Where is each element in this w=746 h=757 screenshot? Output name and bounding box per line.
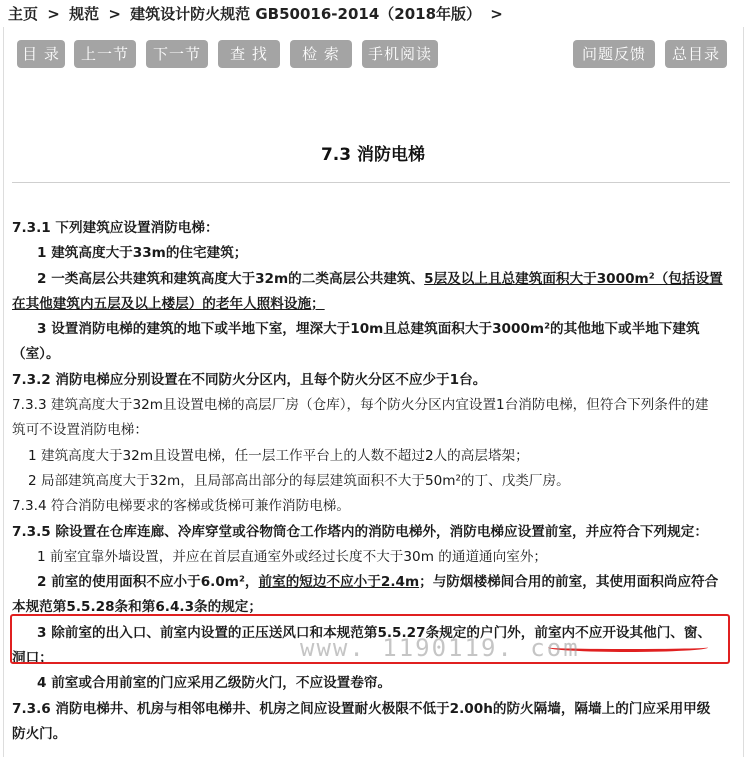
- clause-7-3-4: 7.3.4 符合消防电梯要求的客梯或货梯可兼作消防电梯。: [12, 498, 350, 515]
- clause-item: 1 建筑高度大于33m的住宅建筑；: [37, 245, 248, 262]
- clause-item-continued: （室）。: [12, 346, 60, 363]
- breadcrumb-home-link[interactable]: 主页: [8, 5, 39, 23]
- clause-text-underlined: 5层及以上且总建筑面积大于3000m²（包括设置: [424, 270, 723, 287]
- breadcrumb-separator: >: [47, 5, 60, 23]
- breadcrumb-separator: >: [108, 5, 121, 23]
- clause-7-3-6: 7.3.6 消防电梯井、机房与相邻电梯井、机房之间应设置耐火极限不低于2.00h的防火隔墙，隔墙上的门应采用甲级: [12, 700, 711, 717]
- clause-item-continued: 防火门。: [12, 725, 67, 742]
- clause-item-continued: 洞口；: [12, 650, 53, 667]
- clause-item-highlighted: 3 除前室的出入口、前室内设置的正压送风口和本规范第5.5.27条规定的户门外，前室内不应开设其他门、窗、: [37, 624, 712, 641]
- clause-text: 2 前室的使用面积不应小于6.0m²，: [37, 574, 259, 591]
- watermark: www. 1190119. com: [300, 634, 580, 662]
- toolbar: [0, 40, 746, 68]
- clause-item-continued: 在其他建筑内五层及以上楼层）的老年人照料设施；: [12, 295, 325, 312]
- clause-text: 2 一类高层公共建筑和建筑高度大于32m的二类高层公共建筑、: [37, 270, 425, 287]
- breadcrumb-doc-link[interactable]: 建筑设计防火规范 GB50016-2014（2018年版）: [130, 5, 482, 23]
- breadcrumb: [8, 3, 507, 24]
- clause-item: 1 建筑高度大于32m且设置电梯，任一层工作平台上的人数不超过2人的高层塔架；: [28, 447, 529, 464]
- clause-7-3-1: 7.3.1 下列建筑应设置消防电梯：: [12, 220, 219, 236]
- breadcrumb-category-link[interactable]: 规范: [69, 5, 100, 23]
- feedback-button[interactable]: 问题反馈: [573, 40, 655, 68]
- clause-item: 3 设置消防电梯的建筑的地下或半地下室，埋深大于10m且总建筑面积大于3000m²的其他地下或半地下建筑: [37, 321, 700, 338]
- clause-text-underlined: 前室的短边不应小于2.4m: [258, 574, 420, 591]
- find-button[interactable]: 查 找: [218, 40, 280, 68]
- clause-item-continued: 筑可不设置消防电梯：: [12, 422, 148, 439]
- prev-section-button[interactable]: 上一节: [74, 40, 136, 68]
- clause-item: 1 前室宜靠外墙设置，并应在首层直通室外或经过长度不大于30m 的通道通向室外；: [37, 548, 548, 565]
- section-title: 7.3 消防电梯: [320, 145, 426, 165]
- breadcrumb-separator: >: [490, 5, 503, 23]
- toc-button[interactable]: 目 录: [17, 40, 65, 68]
- divider: [12, 182, 730, 183]
- clause-item: [12, 570, 732, 595]
- search-button[interactable]: 检 索: [290, 40, 352, 68]
- mobile-read-button[interactable]: 手机阅读: [362, 40, 438, 68]
- clause-7-3-5: 7.3.5 除设置在仓库连廊、冷库穿堂或谷物筒仓工作塔内的消防电梯外，消防电梯应设置前室，并应符合下列规定：: [12, 523, 708, 540]
- clause-item: 4 前室或合用前室的门应采用乙级防火门，不应设置卷帘。: [37, 675, 392, 692]
- next-section-button[interactable]: 下一节: [146, 40, 208, 68]
- section-content: [12, 216, 732, 747]
- main-toc-button[interactable]: 总目录: [665, 40, 727, 68]
- clause-7-3-2: 7.3.2 消防电梯应分别设置在不同防火分区内，且每个防火分区不应少于1台。: [12, 371, 487, 388]
- clause-text: ；与防烟楼梯间合用的前室，其使用面积尚应符合: [419, 574, 719, 591]
- clause-item: [12, 267, 732, 292]
- clause-item-continued: 本规范第5.5.28条和第6.4.3条的规定；: [12, 599, 262, 616]
- clause-item: 2 局部建筑高度大于32m，且局部高出部分的每层建筑面积不大于50m²的丁、戊类厂房。: [28, 472, 570, 489]
- clause-7-3-3: 7.3.3 建筑高度大于32m且设置电梯的高层厂房（仓库），每个防火分区内宜设置1台消防电梯，但符合下列条件的建: [12, 397, 709, 414]
